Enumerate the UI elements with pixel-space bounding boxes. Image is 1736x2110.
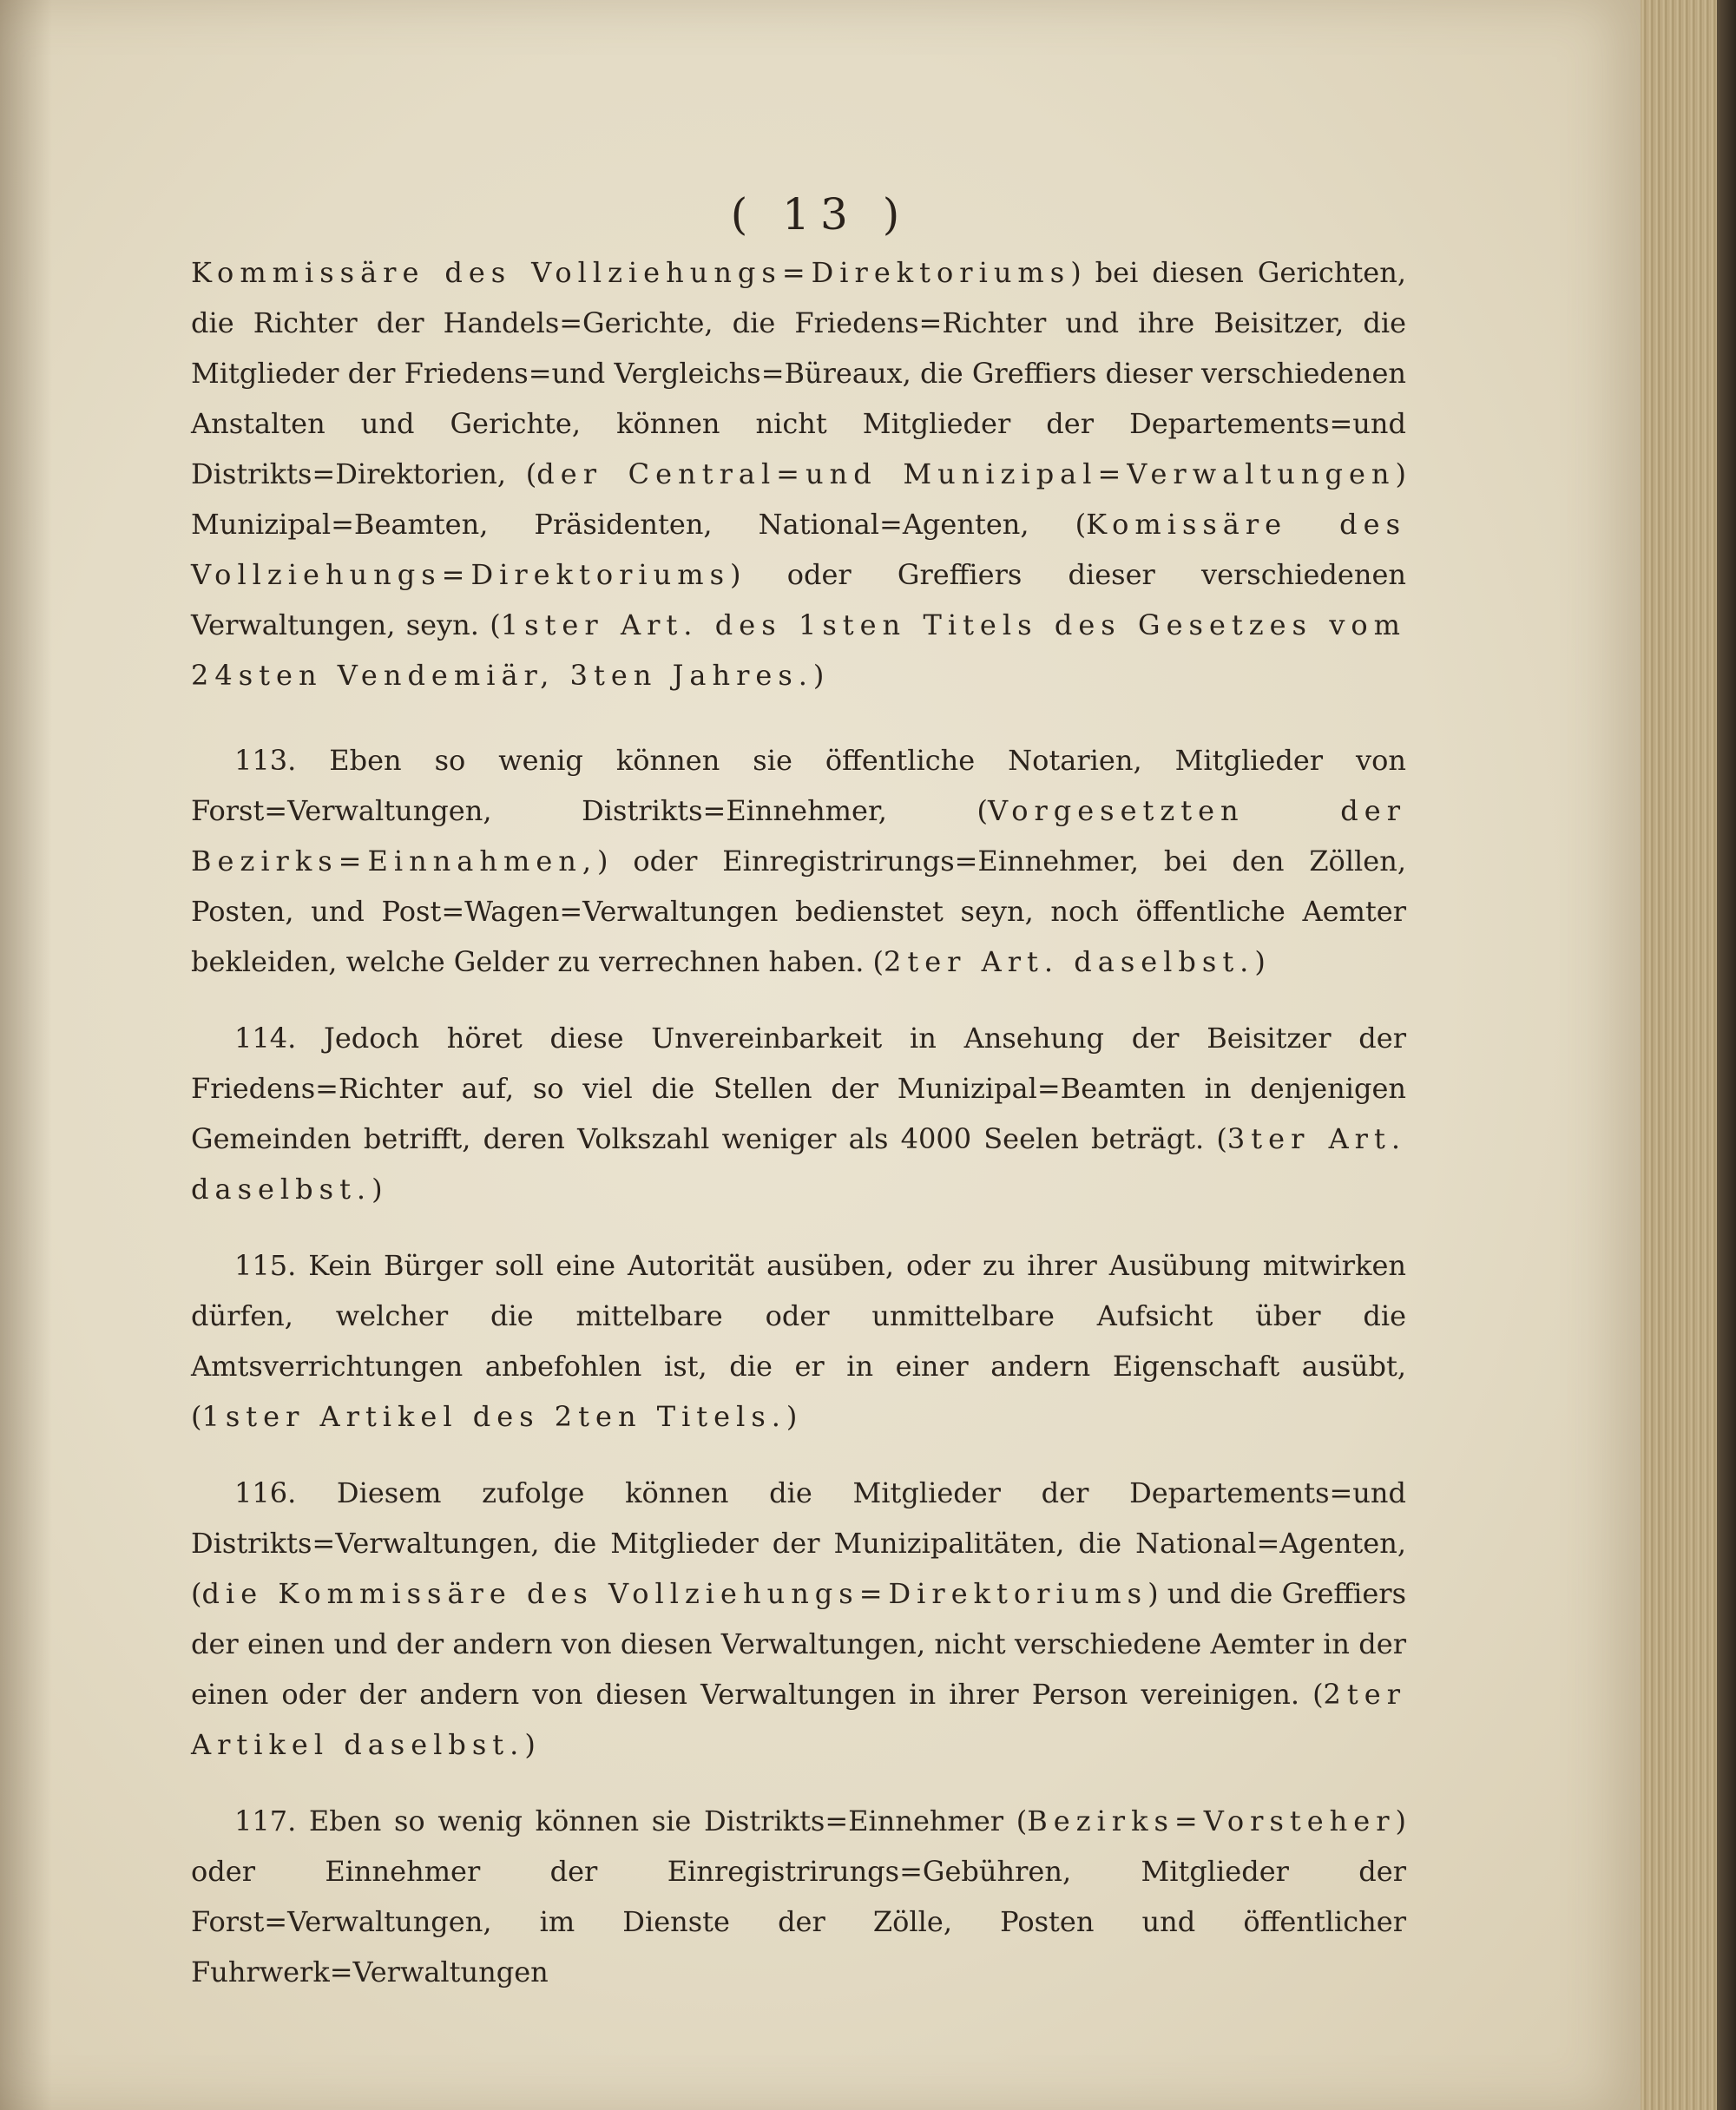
spaced-text: Komissäre des Vollziehungs=Direktoriums [191, 508, 1406, 591]
spaced-text: 2ter Artikel daselbst. [191, 1678, 1406, 1761]
spaced-text: der Central=und Munizipal=Verwaltungen [536, 457, 1396, 490]
text-run: 116. Diesem zufolge können die Mitglieder der Departements=und Distrikts=Verwaltungen, die Mitglieder der Munizipalitäten, die National=Agenten, ( [191, 1476, 1406, 1610]
page-edges [1641, 0, 1736, 2110]
text-run: 115. Kein Bürger soll eine Autorität ausüben, oder zu ihrer Ausübung mitwirken dürfen, welcher die mittelbare oder unmittelbare Aufsicht über die Amtsverrichtungen anbefohlen ist, die er in einer andern Eigenschaft ausübt, ( [191, 1249, 1406, 1433]
spaced-text: Vorgesetzten der Bezirks=Einnahmen, [191, 794, 1406, 878]
text-run: ) [812, 659, 825, 692]
text-run: ) Munizipal=Beamten, Präsidenten, National=Agenten, ( [191, 457, 1407, 541]
text-run: 113. Eben so wenig können sie öffentliche Notarien, Mitglieder von Forst=Verwaltungen, Distrikts=Einnehmer, ( [191, 744, 1406, 827]
text-run: ) [1254, 945, 1266, 978]
spaced-text: die Kommissäre des Vollziehungs=Direktoriums [201, 1577, 1148, 1610]
text-run: 117. Eben so wenig können sie Distrikts=Einnehmer ( [234, 1804, 1028, 1837]
spaced-text: 1ster Art. des 1sten Titels des Gesetzes vom 24sten Vendemiär, 3ten Jahres. [191, 608, 1407, 692]
paragraph-p117 [191, 1796, 1406, 1997]
text-run: ) [524, 1728, 536, 1761]
text-run: ) und die Greffiers der einen und der andern von diesen Verwaltungen, nicht verschiedene Aemter in der einen oder der andern von diesen Verwaltungen in ihrer Person vereinigen. ( [191, 1577, 1407, 1711]
binding-shadow [0, 0, 52, 2110]
spaced-text: 2ter Art. daselbst. [884, 945, 1255, 978]
paragraph-p115 [191, 1240, 1406, 1442]
paragraph-cont [191, 247, 1406, 700]
text-run: ) oder Einnehmer der Einregistrirungs=Gebühren, Mitglieder der Forst=Verwaltungen, im Dienste der Zölle, Posten und öffentlicher Fuhrwerk=Verwaltungen [191, 1804, 1406, 1988]
paragraph-p113 [191, 735, 1406, 987]
paragraph-p116 [191, 1468, 1406, 1770]
body-text [191, 247, 1406, 2023]
spaced-text: 3ter Art. daselbst. [191, 1122, 1407, 1206]
text-run: ) oder Greffiers dieser verschiedenen Verwaltungen, seyn. ( [191, 558, 1406, 641]
spaced-text: Kommissäre des Vollziehungs=Direktoriums [191, 256, 1071, 289]
spaced-text: Bezirks=Vorsteher [1027, 1804, 1396, 1837]
text-run: ) bei diesen Gerichten, die Richter der Handels=Gerichte, die Friedens=Richter und ihre Beisitzer, die Mitglieder der Friedens=und Vergleichs=Büreaux, die Greffiers dieser verschiedenen Anstalten und Gerichte, können nicht Mitglieder der Departements=und Distrikts=Direktorien, ( [191, 256, 1407, 490]
text-run: ) [372, 1173, 383, 1206]
text-run: ) [786, 1400, 798, 1433]
text-run: 114. Jedoch höret diese Unvereinbarkeit in Ansehung der Beisitzer der Friedens=Richter auf, so viel die Stellen der Munizipal=Beamten in denjenigen Gemeinden betrifft, deren Volkszahl weniger als 4000 Seelen beträgt. ( [191, 1022, 1406, 1155]
spaced-text: 1ster Artikel des 2ten Titels. [201, 1400, 786, 1433]
text-run: ) oder Einregistrirungs=Einnehmer, bei den Zöllen, Posten, und Post=Wagen=Verwaltungen bedienstet seyn, noch öffentliche Aemter bekleiden, welche Gelder zu verrechnen haben. ( [191, 845, 1406, 978]
paragraph-p114 [191, 1013, 1406, 1214]
page-number: ( 13 ) [730, 189, 911, 240]
